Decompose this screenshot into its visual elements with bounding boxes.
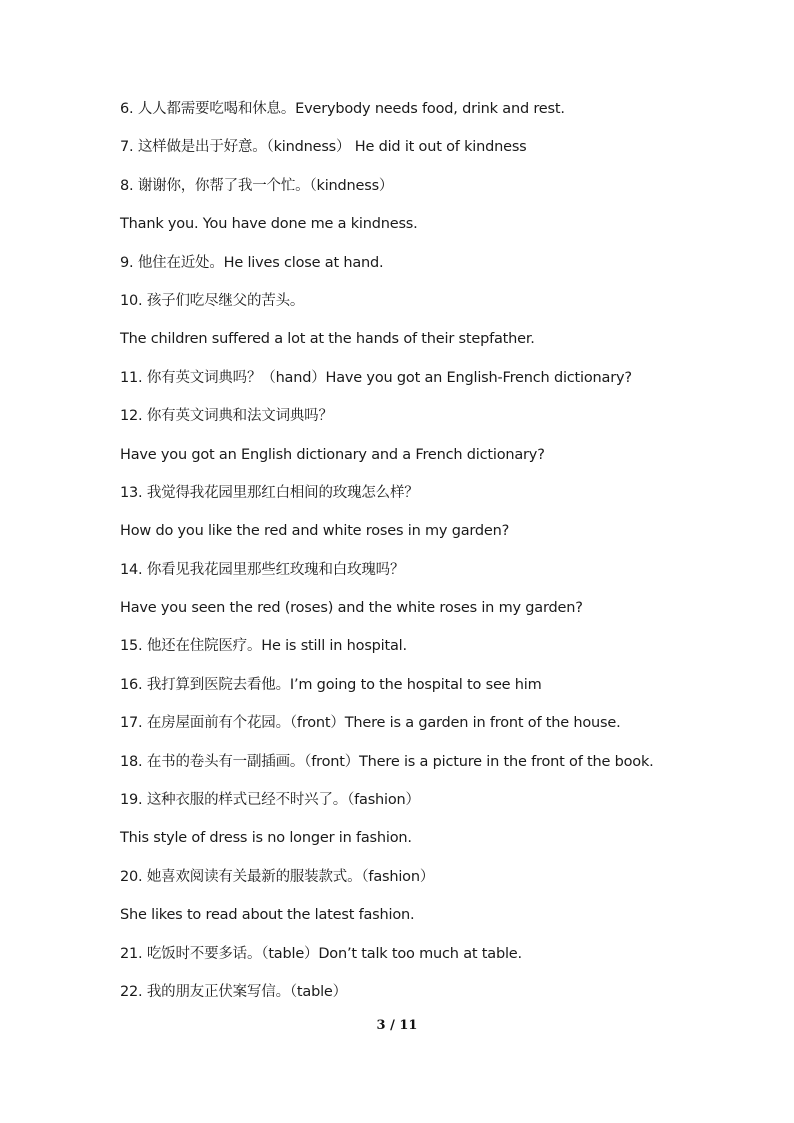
sentence-line: 7. 这样做是出于好意。（kindness） He did it out of kindness xyxy=(120,139,527,156)
sentence-line: The children suffered a lot at the hands of their stepfather. xyxy=(120,331,535,348)
sentence-line: 15. 他还在住院医疗。He is still in hospital. xyxy=(120,638,407,655)
sentence-line: 12. 你有英文词典和法文词典吗？ xyxy=(120,408,333,425)
sentence-line: 16. 我打算到医院去看他。I’m going to the hospital to see him xyxy=(120,676,542,693)
sentence-line: 10. 孩子们吃尽继父的苦头。 xyxy=(120,292,305,309)
sentence-line: 20. 她喜欢阅读有关最新的服装款式。（fashion） xyxy=(120,868,435,885)
sentence-line: 11. 你有英文词典吗？（hand）Have you got an English-French dictionary? xyxy=(120,369,632,386)
sentence-line: 17. 在房屋面前有个花园。（front）There is a garden in front of the house. xyxy=(120,715,621,732)
sentence-line: 14. 你看见我花园里那些红玫瑰和白玫瑰吗？ xyxy=(120,561,405,578)
sentence-line: Thank you. You have done me a kindness. xyxy=(120,216,418,233)
sentence-line: 8. 谢谢你，你帮了我一个忙。（kindness） xyxy=(120,177,394,194)
sentence-list xyxy=(120,97,680,1018)
sentence-line: This style of dress is no longer in fashion. xyxy=(120,830,412,847)
sentence-line: 19. 这种衣服的样式已经不时兴了。（fashion） xyxy=(120,792,420,809)
sentence-line: 13. 我觉得我花园里那红白相间的玫瑰怎么样？ xyxy=(120,484,419,501)
sentence-line: Have you got an English dictionary and a French dictionary? xyxy=(120,446,545,463)
sentence-line: 22. 我的朋友正伏案写信。（table） xyxy=(120,983,347,1000)
sentence-line: 21. 吃饭时不要多话。（table）Don’t talk too much at table. xyxy=(120,945,522,962)
sentence-line: Have you seen the red (roses) and the white roses in my garden? xyxy=(120,600,583,617)
sentence-line: 9. 他住在近处。He lives close at hand. xyxy=(120,254,384,271)
sentence-line: How do you like the red and white roses in my garden? xyxy=(120,523,510,540)
page-number: 3 / 11 xyxy=(376,1018,418,1033)
sentence-line: She likes to read about the latest fashion. xyxy=(120,907,415,924)
sentence-line: 6. 人人都需要吃喝和休息。Everybody needs food, drink and rest. xyxy=(120,101,565,117)
sentence-line: 18. 在书的卷头有一副插画。（front）There is a picture in the front of the book. xyxy=(120,753,654,770)
